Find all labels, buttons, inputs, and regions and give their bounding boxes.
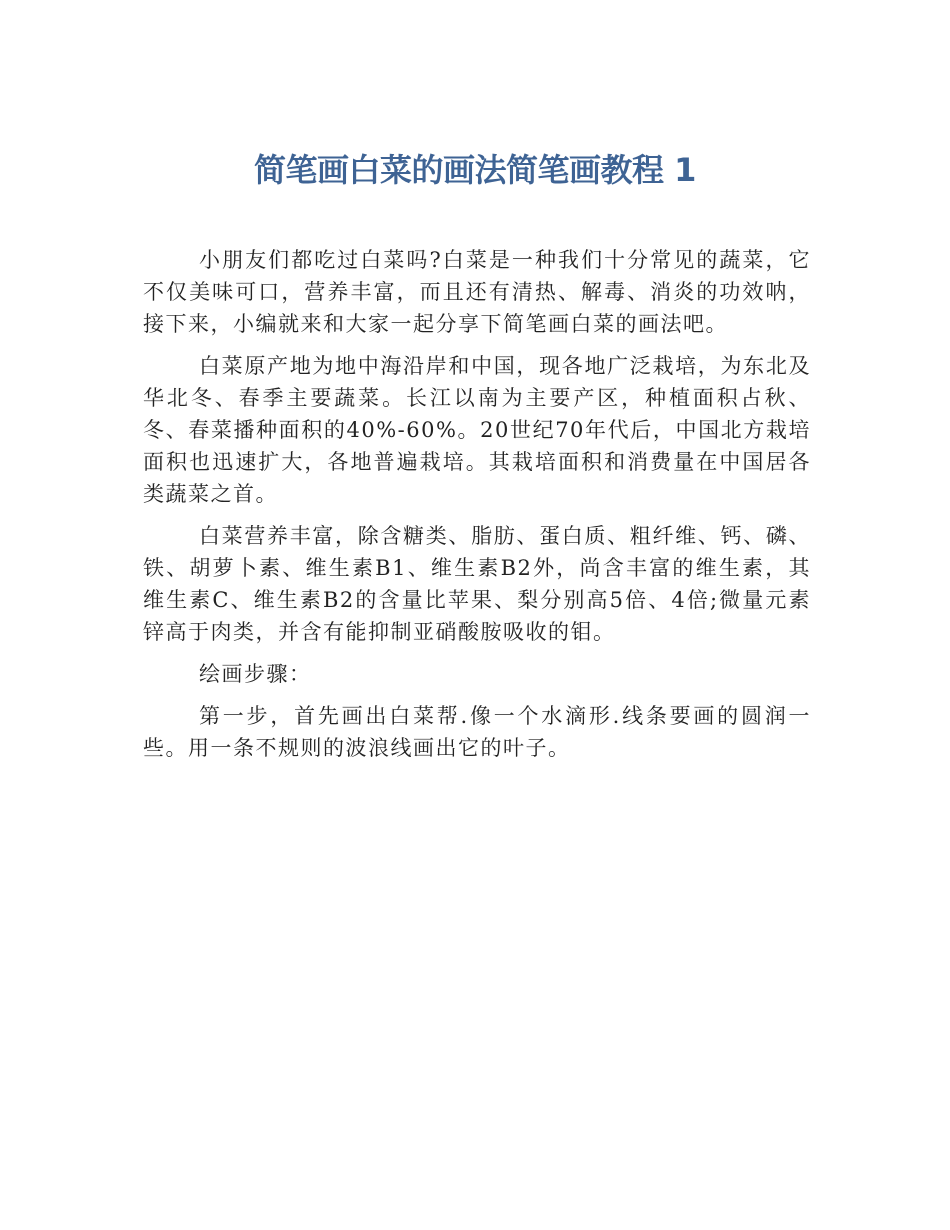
paragraph-origin: 白菜原产地为地中海沿岸和中国，现各地广泛栽培，为东北及华北冬、春季主要蔬菜。长江以南为主要产区，种植面积占秋、冬、春菜播种面积的40%-60%。20世纪70年代后，中国北方栽培面积也迅速扩大，各地普遍栽培。其栽培面积和消费量在中国居各类蔬菜之首。: [143, 354, 811, 506]
paragraph-nutrition: 白菜营养丰富，除含糖类、脂肪、蛋白质、粗纤维、钙、磷、铁、胡萝卜素、维生素B1、维生素B2外，尚含丰富的维生素，其维生素C、维生素B2的含量比苹果、梨分别高5倍、4倍;微量元素锌高于肉类，并含有能抑制亚硝酸胺吸收的钼。: [143, 524, 811, 644]
paragraph-intro: 小朋友们都吃过白菜吗?白菜是一种我们十分常见的蔬菜，它不仅美味可口，营养丰富，而且还有清热、解毒、消炎的功效呐，接下来，小编就来和大家一起分享下简笔画白菜的画法吧。: [143, 248, 811, 336]
document-title: 简笔画白菜的画法简笔画教程 1: [254, 151, 696, 189]
paragraph-step-one: 第一步，首先画出白菜帮.像一个水滴形.线条要画的圆润一些。用一条不规则的波浪线画出它的叶子。: [143, 704, 811, 760]
document-body: [143, 244, 811, 774]
paragraph-steps-heading: 绘画步骤：: [199, 662, 312, 686]
